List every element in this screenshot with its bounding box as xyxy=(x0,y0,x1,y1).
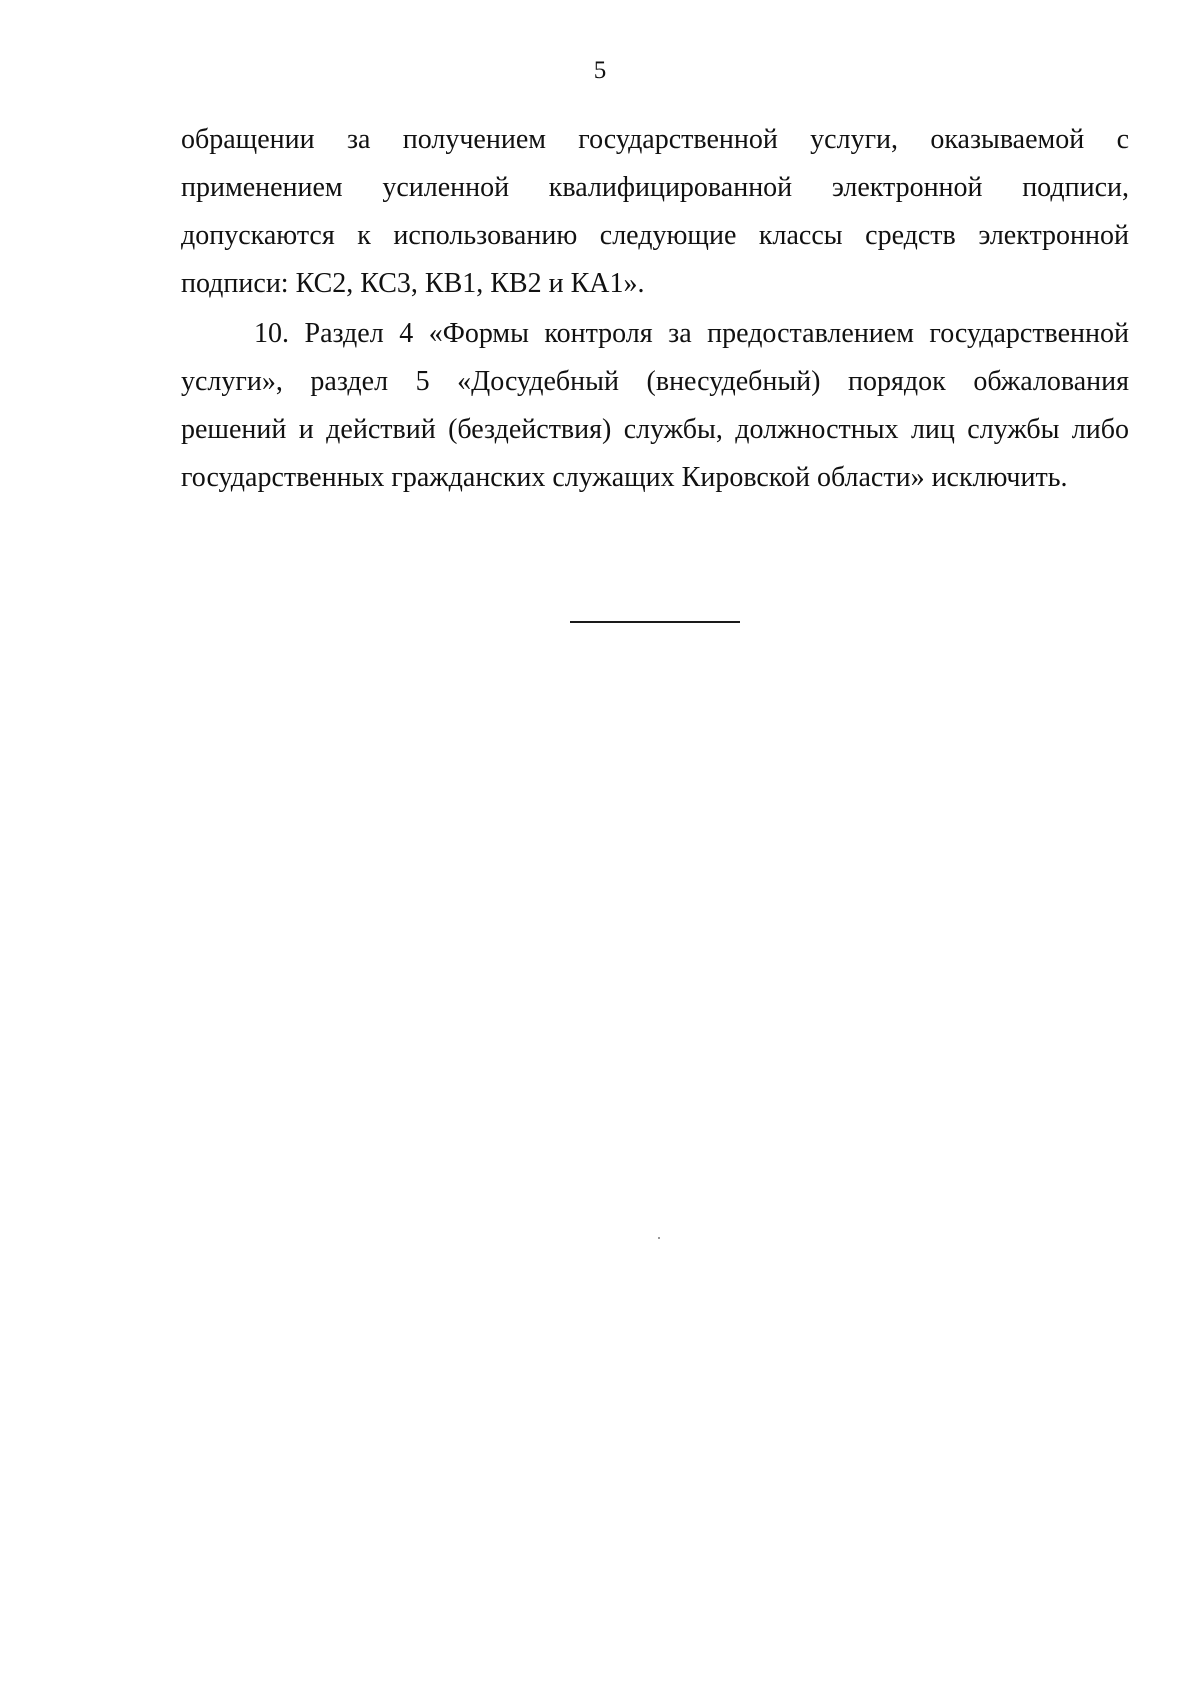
text-line: услуги», раздел 5 «Досудебный (внесудебный) порядок обжалования xyxy=(181,366,1129,397)
text-line: государственных гражданских служащих Кировской области» исключить. xyxy=(181,462,1068,493)
text-line: 10. Раздел 4 «Формы контроля за предоставлением государственной xyxy=(254,318,1129,349)
page-number: 5 xyxy=(593,57,607,84)
paragraph-item-10 xyxy=(181,310,1129,502)
scan-speck xyxy=(658,1237,660,1239)
text-line: применением усиленной квалифицированной электронной подписи, xyxy=(181,172,1129,203)
end-separator-line xyxy=(570,621,740,623)
text-line: решений и действий (бездействия) службы, должностных лиц службы либо xyxy=(181,414,1129,445)
document-body xyxy=(181,116,1129,502)
text-line: обращении за получением государственной услуги, оказываемой с xyxy=(181,124,1129,155)
paragraph-continuation xyxy=(181,116,1129,308)
text-line: допускаются к использованию следующие классы средств электронной xyxy=(181,220,1129,251)
text-line: подписи: КС2, КС3, КВ1, КВ2 и КА1». xyxy=(181,268,645,299)
